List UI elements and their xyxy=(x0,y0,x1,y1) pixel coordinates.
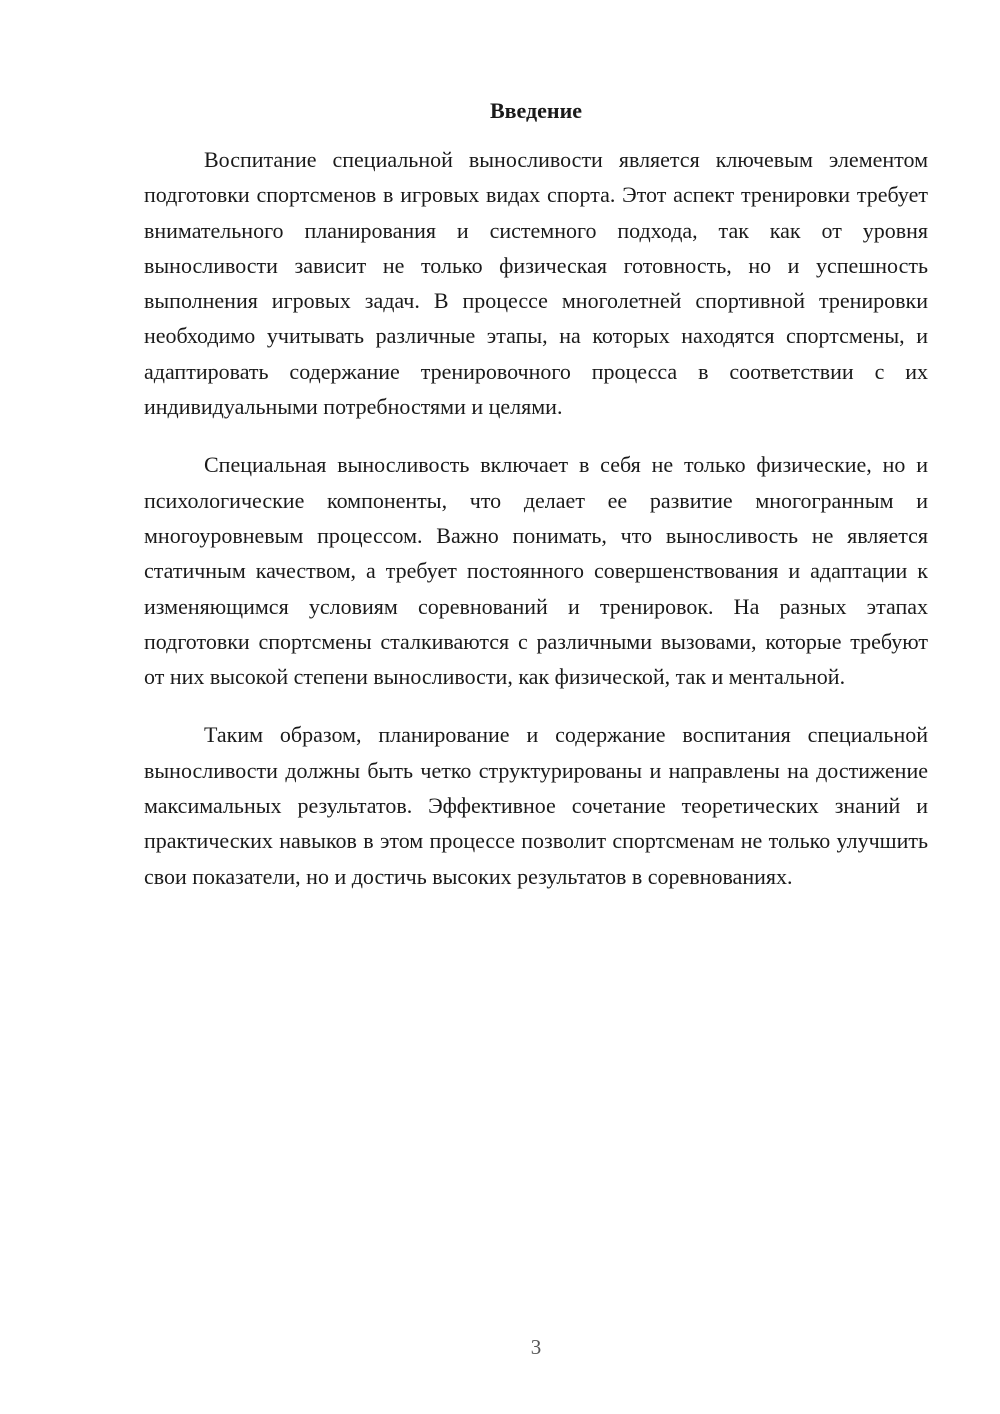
paragraph: Специальная выносливость включает в себя не только физические, но и психологические компоненты, что делает ее развитие многогранным и многоуровневым процессом. Важно понимать, что выносливость не является статичным качеством, а требует постоянного совершенствования и адаптации к изменяющимся условиям соревнований и тренировок. На разных этапах подготовки спортсмены сталкиваются с различными вызовами, которые требуют от них высокой степени выносливости, как физической, так и ментальной. xyxy=(144,452,928,690)
section-heading: Введение xyxy=(489,98,583,123)
body-text xyxy=(144,142,928,917)
paragraph: Таким образом, планирование и содержание воспитания специальной выносливости должны быть четко структурированы и направлены на достижение максимальных результатов. Эффективное сочетание теоретических знаний и практических навыков в этом процессе позволит спортсменам не только улучшить свои показатели, но и достичь высоких результатов в соревнованиях. xyxy=(144,722,928,889)
page-number: 3 xyxy=(530,1335,542,1359)
paragraph: Воспитание специальной выносливости является ключевым элементом подготовки спортсменов в игровых видах спорта. Этот аспект тренировки требует внимательного планирования и системного подхода, так как от уровня выносливости зависит не только физическая готовность, но и успешность выполнения игровых задач. В процессе многолетней спортивной тренировки необходимо учитывать различные этапы, на которых находятся спортсмены, и адаптировать содержание тренировочного процесса в соответствии с их индивидуальными потребностями и целями. xyxy=(144,147,928,420)
